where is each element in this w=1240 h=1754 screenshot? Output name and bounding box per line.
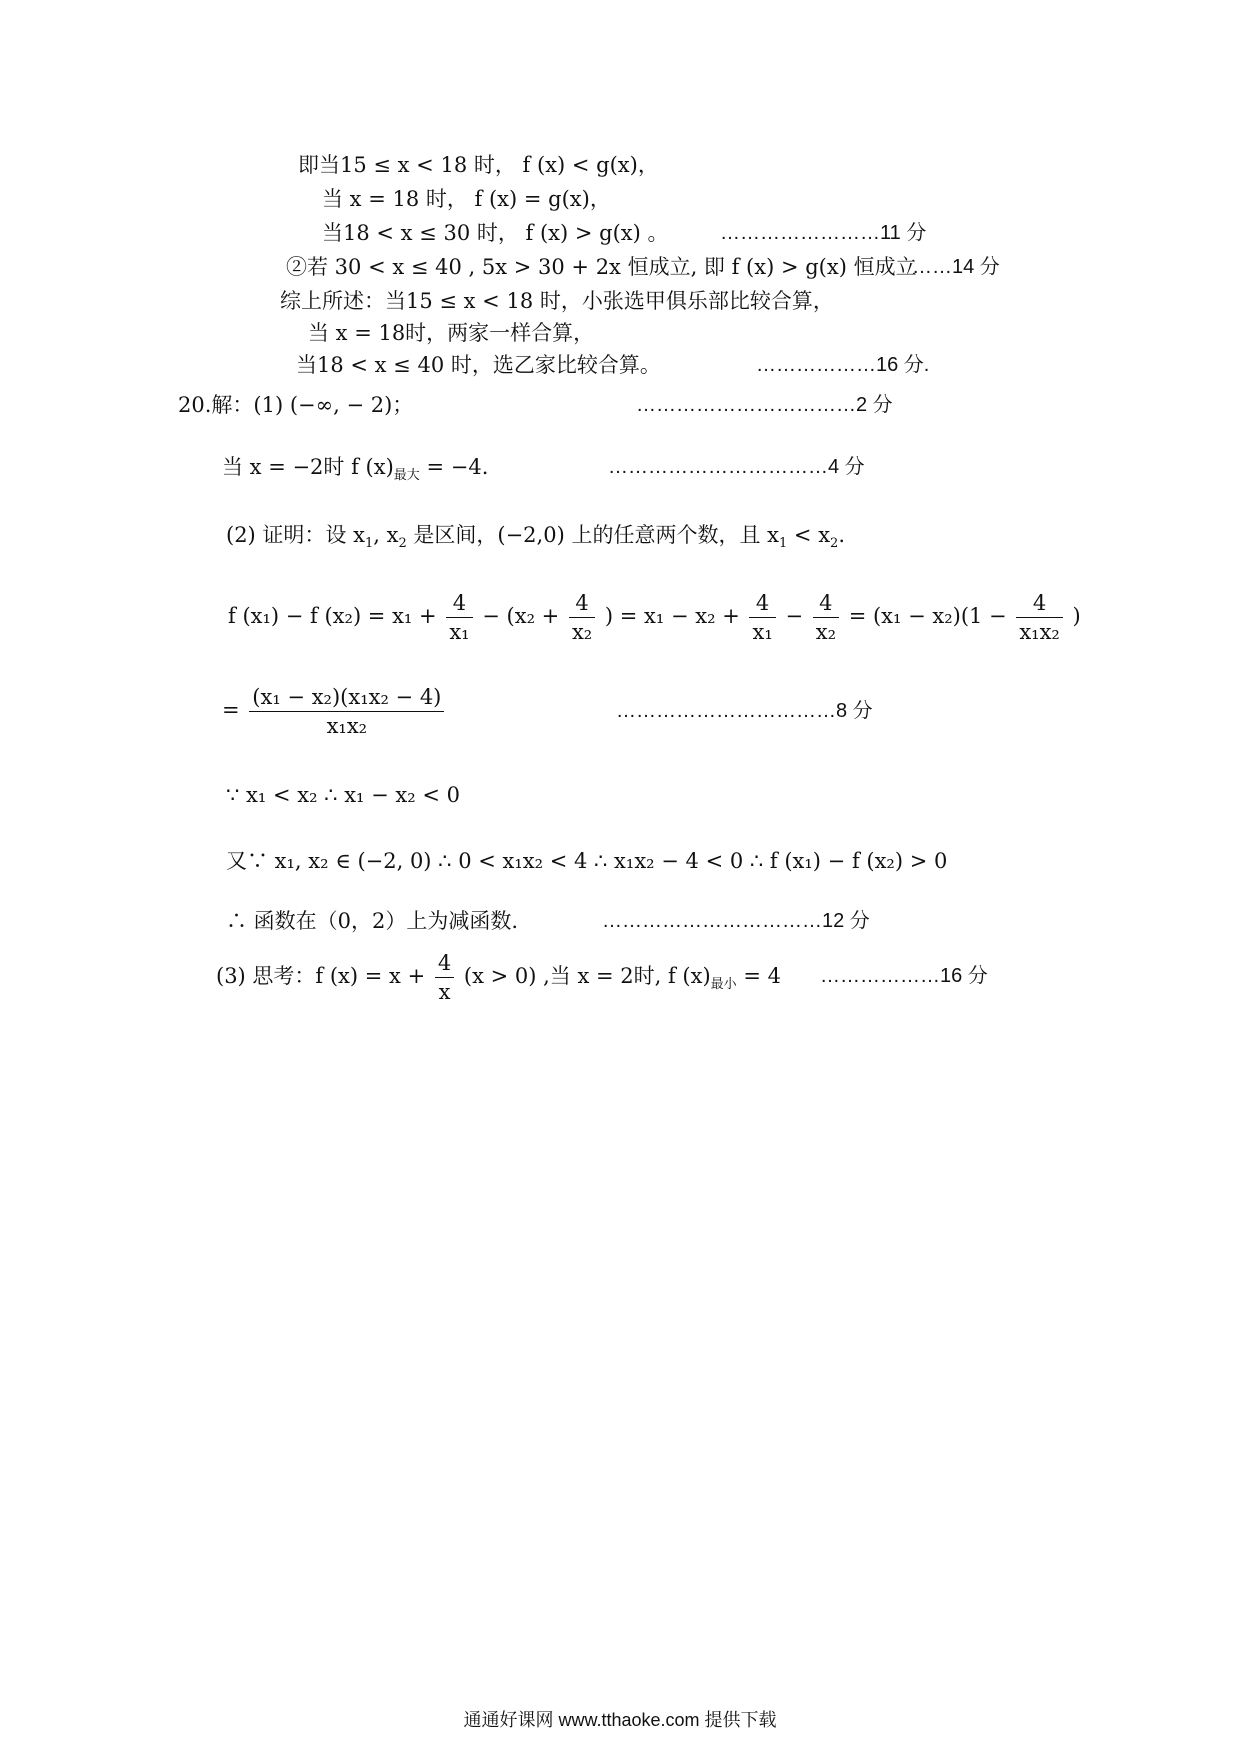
p3-sub: 最小 [710, 977, 737, 992]
because-line-1: ∵ x₁ < x₂ ∴ x₁ − x₂ < 0 [226, 783, 460, 807]
eq1-b: − (x₂ + [482, 604, 560, 628]
line-6: 当 x = 18时，两家一样合算， [308, 321, 595, 345]
p2-mid2: 是区间，(−2,0) 上的任意两个数，且 x [406, 523, 779, 547]
line-4: ②若 30 < x ≤ 40 , 5x > 30 + 2x 恒成立, 即 f (x) > g(x) 恒成立 [286, 255, 917, 279]
q20-max-pre: 当 x = −2时 f (x) [222, 455, 394, 479]
because-line-2: 又∵ x₁, x₂ ∈ (−2, 0) ∴ 0 < x₁x₂ < 4 ∴ x₁x₂ − 4 < 0 ∴ f (x₁) − f (x₂) > 0 [226, 849, 948, 873]
frac-6-num: (x₁ − x₂)(x₁x₂ − 4) [249, 683, 444, 712]
eq1-e: = (x₁ − x₂)(1 − [848, 604, 1007, 628]
frac-2-den: x₂ [571, 620, 593, 644]
p2-sub3: 1 [778, 536, 788, 551]
conclusion-line: ∴ 函数在（0，2）上为减函数. [226, 909, 519, 933]
score-16a: ………………16 分. [756, 354, 930, 376]
frac-5 [1016, 589, 1063, 646]
eq1-d: − [785, 604, 804, 628]
score-4: ……………………………4 分 [608, 456, 865, 478]
line-1: 即当15 ≤ x < 18 时， f (x) < g(x)， [298, 153, 659, 177]
frac-4-den: x₂ [815, 620, 836, 644]
score-11: ……………………11 分 [720, 222, 927, 244]
frac-3-num: 4 [749, 589, 775, 618]
frac-6-den: x₁x₂ [326, 714, 368, 738]
frac-1-num: 4 [446, 589, 472, 618]
frac-5-den: x₁x₂ [1019, 620, 1060, 644]
frac-4-num: 4 [813, 589, 839, 618]
p2-sub2: 2 [398, 536, 407, 551]
footer: 通通好课网 www.tthaoke.com 提供下载 [463, 1710, 777, 1730]
p2-mid1: , x [373, 523, 399, 547]
p3-a: (3) 思考：f (x) = x + [216, 964, 426, 988]
equation-1 [228, 586, 1081, 646]
line-3: 当18 < x ≤ 30 时， f (x) > g(x) 。 [322, 221, 669, 245]
eq1-f: ) [1072, 604, 1081, 628]
question-20: 20.解：(1) (−∞, − 2)； [178, 393, 414, 417]
frac-6 [249, 683, 444, 740]
frac-3 [749, 589, 775, 646]
q20-max-post: = −4. [419, 455, 489, 479]
q20-max-sub: 最大 [393, 468, 420, 483]
part-3 [216, 946, 781, 1015]
frac-4 [813, 589, 839, 646]
eq1-c: ) = x₁ − x₂ + [604, 604, 740, 628]
frac-7-den: x [438, 980, 451, 1004]
frac-1-den: x₁ [449, 620, 470, 644]
score-12: ……………………………12 分 [602, 910, 870, 932]
line-2: 当 x = 18 时， f (x) = g(x)， [322, 187, 611, 211]
frac-2 [569, 589, 595, 646]
score-14: ……14 分 [912, 256, 1000, 278]
eq2-a: = [222, 698, 240, 722]
frac-1 [446, 589, 472, 646]
part-2-intro [226, 520, 845, 559]
frac-2-num: 4 [569, 589, 595, 618]
p2-end: . [838, 523, 846, 547]
p3-b: (x > 0) ,当 x = 2时, f (x) [463, 964, 711, 988]
p2-pre: (2) 证明：设 x [226, 523, 365, 547]
frac-3-den: x₁ [752, 620, 773, 644]
p2-mid3: < x [787, 523, 831, 547]
q20-max [222, 452, 488, 491]
score-2: ……………………………2 分 [636, 394, 893, 416]
frac-7-num: 4 [435, 949, 454, 978]
equation-2 [222, 680, 447, 740]
score-8: ……………………………8 分 [616, 700, 873, 722]
p2-sub1: 1 [364, 536, 374, 551]
line-7: 当18 < x ≤ 40 时，选乙家比较合算。 [296, 353, 661, 377]
eq1-a: f (x₁) − f (x₂) = x₁ + [228, 604, 437, 628]
frac-7 [435, 949, 454, 1006]
line-5: 综上所述：当15 ≤ x < 18 时，小张选甲俱乐部比较合算， [280, 289, 834, 313]
p2-sub4: 2 [830, 536, 839, 551]
p3-c: = 4 [736, 964, 781, 988]
frac-5-num: 4 [1016, 589, 1063, 618]
score-16b: ………………16 分 [820, 965, 988, 987]
